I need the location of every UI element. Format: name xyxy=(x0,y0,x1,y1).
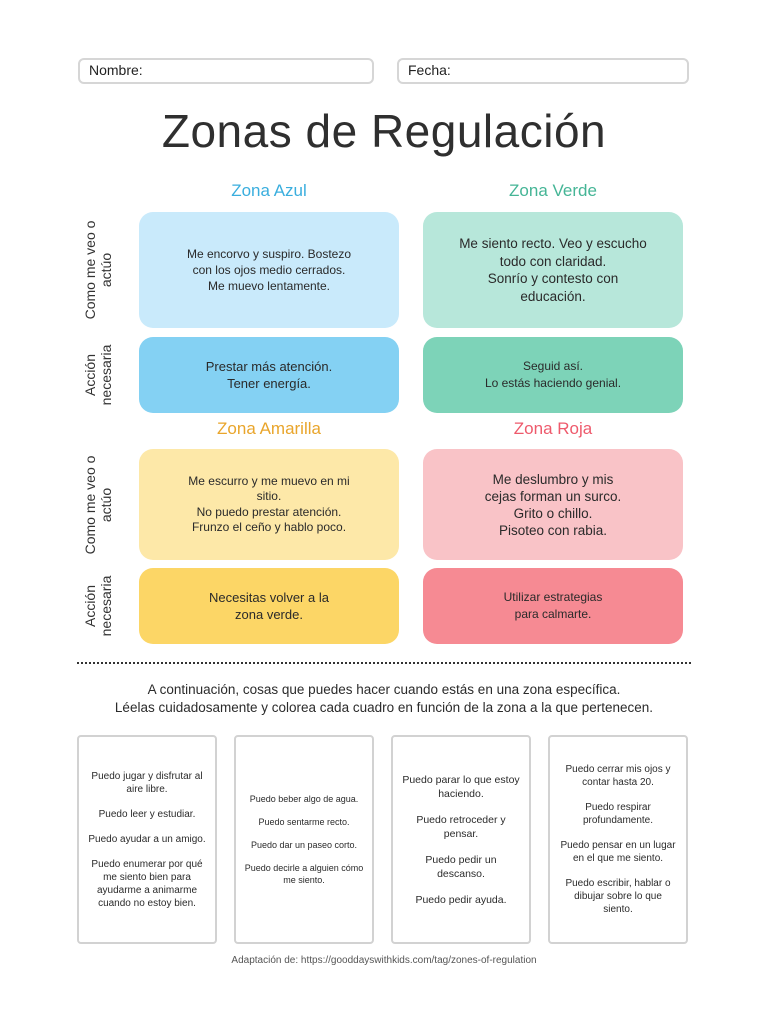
activity-item: Puedo respirar profundamente. xyxy=(582,802,654,826)
card-yellow-look: Me escurro y me muevo en mi sitio. No puedo prestar atención. Frunzo el ceño y hablo poco. xyxy=(139,449,399,560)
activity-item: Puedo beber algo de agua. xyxy=(249,794,359,804)
zone-blue-title: Zona Azul xyxy=(231,181,307,200)
card-yellow-action: Necesitas volver a la zona verde. xyxy=(139,568,399,644)
row-label-action-bottom: Acción necesaria xyxy=(82,575,114,637)
activity-item: Puedo decirle a alguien cómo me siento. xyxy=(244,863,364,885)
activity-item: Puedo jugar y disfrutar al aire libre. xyxy=(91,770,203,795)
zone-yellow-title: Zona Amarilla xyxy=(217,419,321,438)
activity-box-2[interactable] xyxy=(234,735,374,944)
activity-item: Puedo retroceder y pensar. xyxy=(416,813,506,840)
activity-item: Puedo ayudar a un amigo. xyxy=(88,833,206,845)
card-red-action: Utilizar estrategias para calmarte. xyxy=(423,568,683,644)
card-red-look: Me deslumbro y mis cejas forman un surco. Grito o chillo. Pisoteo con rabia. xyxy=(423,449,683,560)
activity-item: Puedo enumerar por qué me siento bien para ayudarme a animarme cuando no estoy bien. xyxy=(91,858,203,909)
activity-item: Puedo pedir ayuda. xyxy=(415,893,507,906)
page-title: Zonas de Regulación xyxy=(161,105,607,157)
activity-item: Puedo dar un paseo corto. xyxy=(250,840,358,850)
date-label: Fecha: xyxy=(408,62,451,78)
activity-item: Puedo parar lo que estoy haciendo. xyxy=(402,773,520,800)
zone-red-title: Zona Roja xyxy=(513,419,593,438)
activity-item: Puedo escribir, hablar o dibujar sobre lo que siento. xyxy=(565,878,671,915)
intro-line-2: Léelas cuidadosamente y colorea cada cuadro en función de la zona a la que pertenecen. xyxy=(114,700,654,715)
name-label: Nombre: xyxy=(89,62,143,78)
row-label-look-top: Como me veo o actúo xyxy=(82,220,114,320)
activity-box-4[interactable] xyxy=(548,735,688,944)
name-field[interactable] xyxy=(78,58,374,84)
activity-item: Puedo cerrar mis ojos y contar hasta 20. xyxy=(565,764,671,788)
intro-text xyxy=(0,681,768,717)
card-blue-action: Prestar más atención. Tener energía. xyxy=(139,337,399,413)
activity-box-1[interactable] xyxy=(77,735,217,944)
card-blue-look: Me encorvo y suspiro. Bostezo con los ojos medio cerrados. Me muevo lentamente. xyxy=(139,212,399,328)
source-footer: Adaptación de: https://gooddayswithkids.com/tag/zones-of-regulation xyxy=(231,955,537,966)
card-green-look: Me siento recto. Veo y escucho todo con claridad. Sonrío y contesto con educación. xyxy=(423,212,683,328)
card-green-action: Seguid así. Lo estás haciendo genial. xyxy=(423,337,683,413)
intro-line-1: A continuación, cosas que puedes hacer cuando estás en una zona específica. xyxy=(147,682,621,697)
dotted-divider xyxy=(77,662,691,664)
activity-item: Puedo pedir un descanso. xyxy=(425,853,497,880)
activity-item: Puedo sentarme recto. xyxy=(258,817,350,827)
activity-item: Puedo leer y estudiar. xyxy=(98,808,196,820)
row-label-look-bottom: Como me veo o actúo xyxy=(82,455,114,554)
date-field[interactable] xyxy=(397,58,689,84)
zone-green-title: Zona Verde xyxy=(509,181,597,200)
activity-box-3[interactable] xyxy=(391,735,531,944)
activity-item: Puedo pensar en un lugar en el que me siento. xyxy=(560,840,676,864)
row-label-action-top: Acción necesaria xyxy=(82,344,114,406)
